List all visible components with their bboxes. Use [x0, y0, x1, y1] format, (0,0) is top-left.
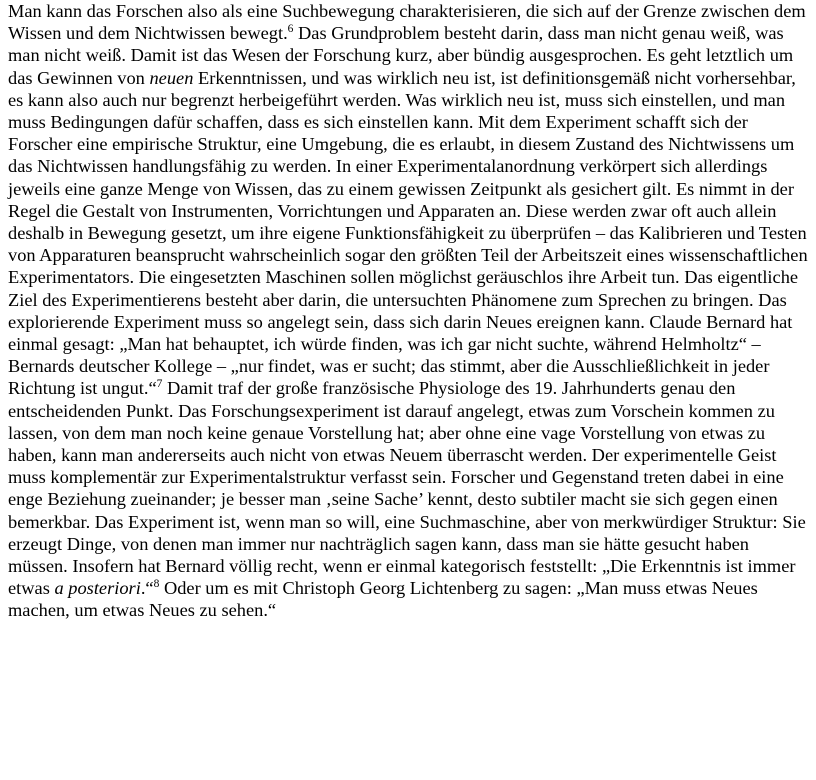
text-segment: Oder um es mit Christoph Georg Lichtenberg zu sagen: „Man muss etwas Neues machen, um etwas Neues zu sehen.“: [8, 578, 758, 621]
text-segment: .“: [140, 578, 154, 599]
footnote-marker-6[interactable]: 6: [287, 23, 294, 36]
emphasis-text: a posteriori: [54, 578, 141, 599]
body-paragraph: [8, 0, 808, 622]
footnote-marker-8[interactable]: 8: [153, 578, 160, 591]
emphasis-text: neuen: [149, 67, 194, 88]
text-segment: Damit traf der große französische Physiologe des 19. Jahrhunderts genau den entscheidenden Punkt. Das Forschungsexperiment ist darauf angelegt, etwas zum Vorschein kommen zu lassen, von dem man noch keine genaue Vorstellung hat; aber ohne eine vage Vorstellung von etwas zu haben, kann man andererseits auch nicht von etwas Neuem überrascht werden. Der experimentelle Geist muss komplementär zur Experimentalstruktur verfasst sein. Forscher und Gegenstand treten dabei in eine enge Beziehung zueinander; je besser man ‚seine Sache’ kennt, desto subtiler macht sie sich gegen einen bemerkbar. Das Experiment ist, wenn man so will, eine Suchmaschine, aber von merkwürdiger Struktur: Sie erzeugt Dinge, von denen man immer nur nachträglich sagen kann, dass man sie hätte gesucht haben müssen. Insofern hat Bernard völlig recht, wenn er einmal kategorisch feststellt: „Die Erkenntnis ist immer etwas: [8, 378, 806, 599]
text-segment: Man kann das Forschen also als eine Suchbewegung charakterisieren, die sich auf der Grenze zwischen dem Wissen und dem Nichtwissen bewegt.: [8, 1, 806, 44]
text-segment: Das Grundproblem besteht darin, dass man nicht genau weiß, was man nicht weiß. Damit ist das Wesen der Forschung kurz, aber bündig ausgesprochen. Es geht letztlich um das Gewinnen von: [8, 23, 794, 88]
text-segment: Erkenntnissen, und was wirklich neu ist, ist definitionsgemäß nicht vorhersehbar, es kann also auch nur begrenzt herbeigeführt werden. Was wirklich neu ist, muss sich einstellen, und man muss Bedingungen dafür schaffen, dass es sich einstellen kann. Mit dem Experiment schafft sich der Forscher eine empirische Struktur, eine Umgebung, die es erlaubt, in diesem Zustand des Nichtwissens um das Nichtwissen handlungsfähig zu werden. In einer Experimentalanordnung verkörpert sich allerdings jeweils eine ganze Menge von Wissen, das zu einem gewissen Zeitpunkt als gesichert gilt. Es nimmt in der Regel die Gestalt von Instrumenten, Vorrichtungen und Apparaten an. Diese werden zwar oft auch allein deshalb in Bewegung gesetzt, um ihre eigene Funktionsfähigkeit zu überprüfen – das Kalibrieren und Testen von Apparaturen beansprucht wahrscheinlich sogar den größten Teil der Arbeitszeit eines wissenschaftlichen Experimentators. Die eingesetzten Maschinen sollen möglichst geräuschlos ihre Arbeit tun. Das eigentliche Ziel des Experimentierens besteht aber darin, die untersuchten Phänomene zum Sprechen zu bringen. Das explorierende Experiment muss so angelegt sein, dass sich darin Neues ereignen kann. Claude Bernard hat einmal gesagt: „Man hat behauptet, ich würde finden, was ich gar nicht suchte, während Helmholtz“ – Bernards deutscher Kollege – „nur findet, was er sucht; das stimmt, aber die Ausschließlichkeit in jeder Richtung ist ungut.“: [8, 67, 808, 399]
footnote-marker-7[interactable]: 7: [156, 378, 163, 391]
